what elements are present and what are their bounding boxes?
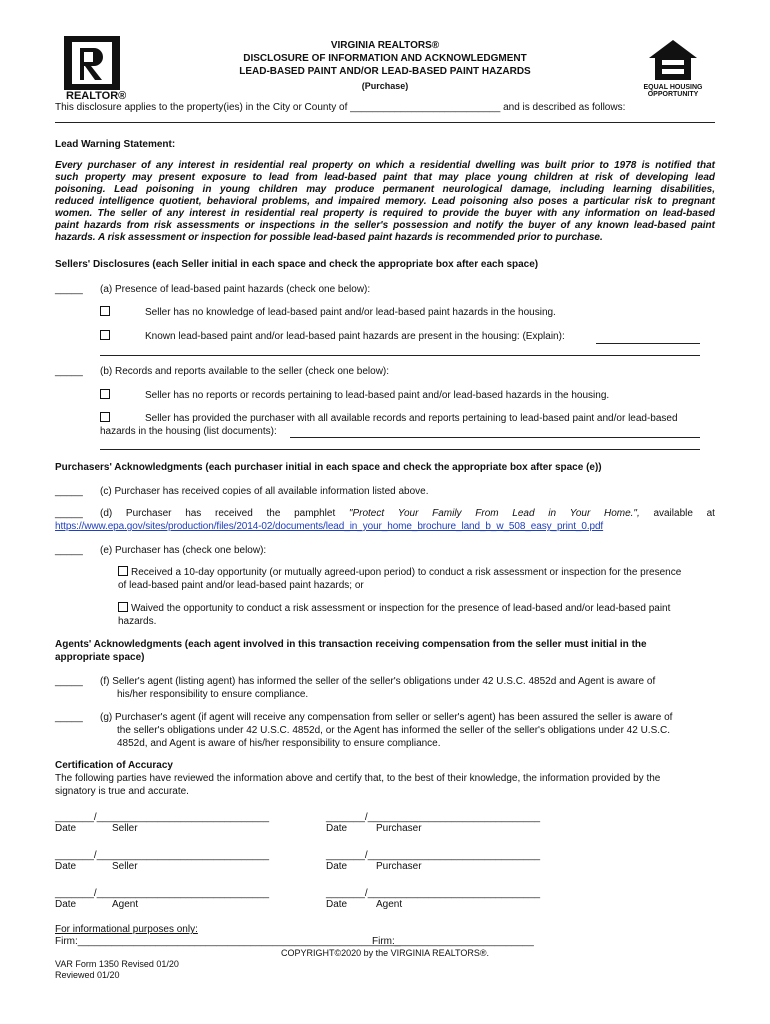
eho-text2: OPPORTUNITY	[647, 91, 699, 98]
certification-line1: The following parties have reviewed the information above and certify that, to the best of their knowledge, the information provided by the	[55, 773, 661, 784]
pamphlet-title-word: "Protect	[348, 508, 385, 519]
copyright-text: COPYRIGHT©2020 by the VIRGINIA REALTORS®.	[281, 948, 489, 958]
checkbox-a-no-knowledge[interactable]	[100, 306, 110, 316]
pamphlet-title-word: Your	[569, 508, 591, 519]
item-d-word: at	[706, 508, 715, 519]
pamphlet-title-word: Home.",	[603, 508, 640, 519]
date-label: Date	[326, 823, 348, 834]
warning-line: hazards. A risk assessment or inspection for possible lead-based paint hazards is recommended prior to purchase.	[55, 232, 603, 243]
option-b-no-reports: Seller has no reports or records pertaining to lead-based paint and/or lead-based hazards in the housing.	[145, 390, 610, 401]
firm-field-left[interactable]: Firm:__________________________________________________________	[55, 936, 401, 947]
option-e-received-line2: of lead-based paint and/or lead-based paint hazards; or	[118, 580, 364, 591]
date-label: Date	[326, 861, 348, 872]
date-label: Date	[55, 899, 77, 910]
signature-line-seller-1[interactable]: _______/_______________________________	[55, 812, 270, 823]
house-icon	[645, 38, 701, 82]
documents-field-line1[interactable]	[290, 437, 700, 438]
signature-line-agent-1[interactable]: _______/_______________________________	[55, 888, 270, 899]
initial-blank-a[interactable]: _____	[55, 284, 83, 295]
equal-housing-logo	[645, 38, 701, 82]
option-b-provided-line1: Seller has provided the purchaser with all available records and reports pertaining to lead-based paint and/or lead-based	[145, 413, 678, 424]
option-a-no-knowledge: Seller has no knowledge of lead-based paint and/or lead-based paint hazards in the housing.	[145, 307, 556, 318]
eho-text1: EQUAL HOUSING	[643, 84, 703, 91]
party-label-seller-2: Seller	[112, 861, 138, 872]
purchasers-heading: Purchasers' Acknowledgments (each purchaser initial in each space and check the appropriate box after space (e))	[55, 462, 602, 473]
initial-blank-b[interactable]: _____	[55, 366, 83, 377]
item-d-word: pamphlet	[294, 508, 336, 519]
header-title2: LEAD-BASED PAINT AND/OR LEAD-BASED PAINT HAZARDS	[239, 66, 531, 77]
item-d-word: Purchaser	[125, 508, 172, 519]
initial-blank-c[interactable]: _____	[55, 486, 83, 497]
info-only-label: For informational purposes only:	[55, 924, 198, 935]
reviewed-date: Reviewed 01/20	[55, 970, 120, 980]
item-d-word: the	[266, 508, 281, 519]
realtor-logo-text: REALTOR®	[66, 90, 127, 102]
initial-blank-d[interactable]: _____	[55, 508, 83, 519]
realtor-r-icon	[64, 36, 120, 90]
sellers-heading: Sellers' Disclosures (each Seller initial in each space and check the appropriate box after each space)	[55, 259, 539, 270]
warning-line: poisoning. Lead poisoning in young children may produce permanent neurological damage, including learning disabilities,	[55, 184, 715, 195]
agents-heading-line1: Agents' Acknowledgments (each agent involved in this transaction receiving compensation from the seller must initial in the	[55, 639, 647, 650]
warning-line: reduced intelligence quotient, behavioral problems, and impaired memory. Lead poisoning also poses a particular risk to pregnant	[55, 196, 715, 207]
date-label: Date	[326, 899, 348, 910]
warning-line: such property may present exposure to lead from lead-based paint that may place young children at risk of developing lead	[55, 172, 715, 183]
warning-line: paint hazards from risk assessments or inspections in the seller's possession and notify the buyer of any known lead-based paint	[55, 220, 715, 231]
option-e-waived-line1: Waived the opportunity to conduct a risk assessment or inspection for the presence of lead-based and/or lead-based paint	[131, 603, 671, 614]
intro-text: This disclosure applies to the property(ies) in the City or County of ___________________________ and is described as follows:	[55, 102, 626, 113]
realtor-logo	[64, 36, 120, 90]
checkbox-a-known[interactable]	[100, 330, 110, 340]
firm-field-right[interactable]: Firm:_________________________	[372, 936, 534, 947]
item-d-word: available	[653, 508, 693, 519]
option-a-known: Known lead-based paint and/or lead-based paint hazards are present in the housing: (Explain):	[145, 331, 565, 342]
item-d-word: (d)	[100, 508, 113, 519]
date-label: Date	[55, 861, 77, 872]
checkbox-e-received[interactable]	[118, 566, 128, 576]
signature-line-agent-2[interactable]: _______/_______________________________	[326, 888, 541, 899]
header-divider	[55, 122, 715, 123]
date-label: Date	[55, 823, 77, 834]
header-subtitle: (Purchase)	[361, 81, 409, 91]
item-c-text: (c) Purchaser has received copies of all available information listed above.	[100, 486, 429, 497]
pamphlet-title-word: in	[548, 508, 557, 519]
header-title1: DISCLOSURE OF INFORMATION AND ACKNOWLEDGMENT	[243, 53, 527, 64]
party-label-seller-1: Seller	[112, 823, 138, 834]
item-a-label: (a) Presence of lead-based paint hazards (check one below):	[100, 284, 371, 295]
signature-line-seller-2[interactable]: _______/_______________________________	[55, 850, 270, 861]
certification-heading: Certification of Accuracy	[55, 760, 173, 771]
signature-line-purchaser-2[interactable]: _______/_______________________________	[326, 850, 541, 861]
pamphlet-title-word: Family	[432, 508, 462, 519]
party-label-purchaser-2: Purchaser	[376, 861, 422, 872]
item-d-word: received	[215, 508, 253, 519]
item-e-label: (e) Purchaser has (check one below):	[100, 545, 267, 556]
item-f-line2: his/her responsibility to ensure compliance.	[117, 689, 309, 700]
initial-blank-f[interactable]: _____	[55, 676, 83, 687]
warning-statement	[55, 160, 715, 244]
initial-blank-e[interactable]: _____	[55, 545, 83, 556]
warning-heading: Lead Warning Statement:	[55, 139, 176, 150]
item-b-label: (b) Records and reports available to the seller (check one below):	[100, 366, 390, 377]
signature-line-purchaser-1[interactable]: _______/_______________________________	[326, 812, 541, 823]
item-g-line2: the seller's obligations under 42 U.S.C. 4852d, or the Agent has informed the seller of the seller's obligations under 42 U.S.C.	[117, 725, 671, 736]
explain-field-line2[interactable]	[100, 355, 700, 356]
checkbox-e-waived[interactable]	[118, 602, 128, 612]
warning-line: women. The seller of any interest in residential real property is required to provide the buyer with any information on lead-based	[55, 208, 715, 219]
pamphlet-title-word: Your	[397, 508, 419, 519]
explain-field-line1[interactable]	[596, 343, 700, 344]
agents-heading-line2: appropriate space)	[55, 652, 145, 663]
warning-line: Every purchaser of any interest in residential real property on which a residential dwelling was built prior to 1978 is notified that	[55, 160, 715, 171]
form-number: VAR Form 1350 Revised 01/20	[55, 959, 179, 969]
party-label-purchaser-1: Purchaser	[376, 823, 422, 834]
certification-line2: signatory is true and accurate.	[55, 786, 189, 797]
option-e-received-line1: Received a 10-day opportunity (or mutually agreed-upon period) to conduct a risk assessment or inspection for the presence	[131, 567, 682, 578]
initial-blank-g[interactable]: _____	[55, 712, 83, 723]
pamphlet-title-word: Lead	[512, 508, 535, 519]
party-label-agent-1: Agent	[112, 899, 139, 910]
option-e-waived-line2: hazards.	[118, 616, 157, 627]
option-b-provided-line2: hazards in the housing (list documents):	[100, 426, 277, 437]
documents-field-line2[interactable]	[100, 449, 700, 450]
item-f-line1: (f) Seller's agent (listing agent) has informed the seller of the seller's obligations under 42 U.S.C. 4852d and Agent is aware of	[100, 676, 656, 687]
checkbox-b-no-reports[interactable]	[100, 389, 110, 399]
header-org: VIRGINIA REALTORS®	[330, 40, 440, 51]
item-g-line3: 4852d, and Agent is aware of his/her responsibility to ensure compliance.	[117, 738, 441, 749]
pamphlet-title-word: From	[475, 508, 499, 519]
checkbox-b-provided[interactable]	[100, 412, 110, 422]
item-d-line1	[100, 508, 715, 520]
epa-pamphlet-link[interactable]: https://www.epa.gov/sites/production/files/2014-02/documents/lead_in_your_home_brochure_land_b_w_508_easy_print_0.pdf	[55, 521, 604, 532]
item-d-word: has	[185, 508, 202, 519]
party-label-agent-2: Agent	[376, 899, 403, 910]
item-g-line1: (g) Purchaser's agent (if agent will receive any compensation from seller or seller's agent) has been assured the seller is aware of	[100, 712, 673, 723]
